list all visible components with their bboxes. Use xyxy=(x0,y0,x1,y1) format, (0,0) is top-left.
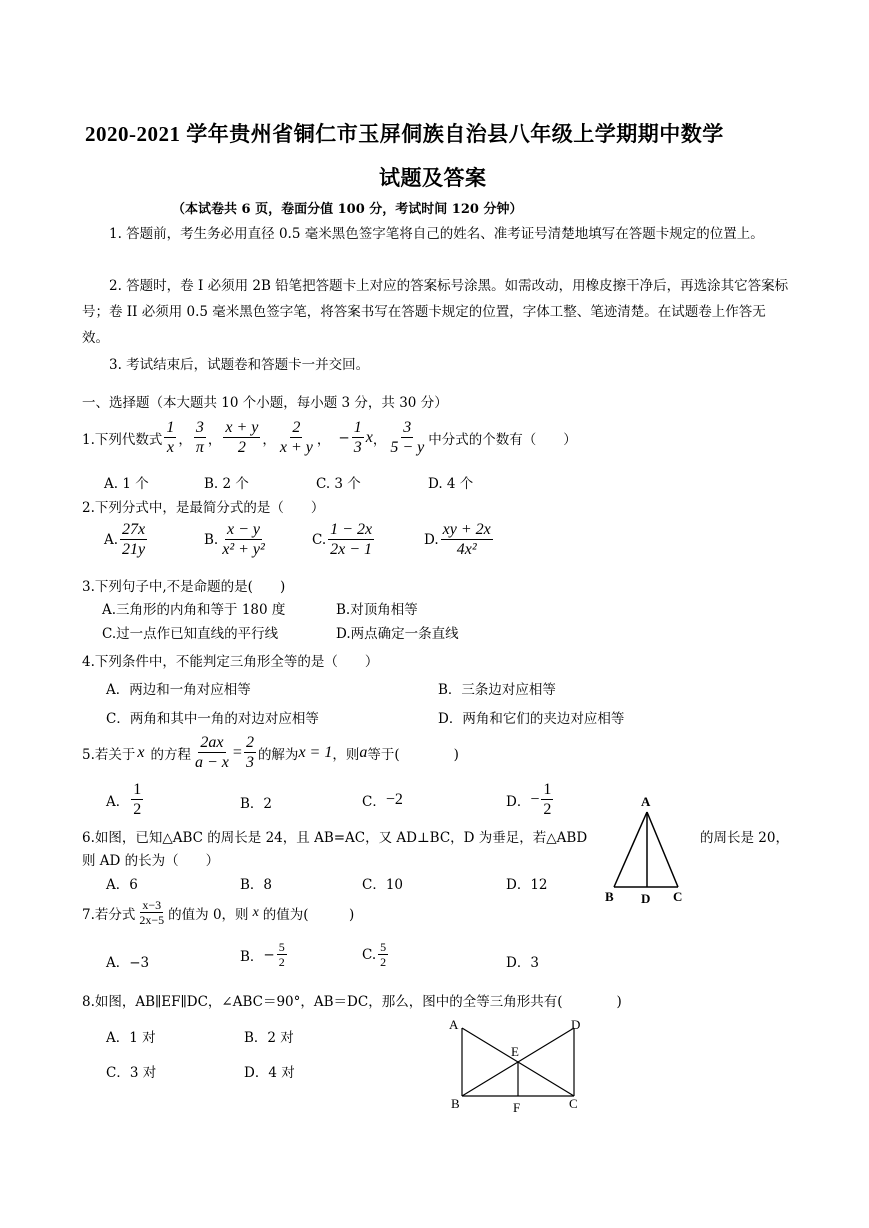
q7-option-c: C. $\frac{5}{2}$ xyxy=(362,940,387,969)
question-8-stem: 8.如图，AB∥EF∥DC，∠ABC＝90°，AB＝DC，那么，图中的全等三角形共有( ) xyxy=(82,994,622,1010)
q6-option-a: A．6 xyxy=(106,877,138,893)
question-7-stem: 7.若分式 $\frac{x-3}{2x-5}$ 的值为 0，则 x 的值为( ) xyxy=(82,898,355,927)
q3-option-d: D.两点确定一条直线 xyxy=(336,626,459,642)
rectangle-figure xyxy=(440,1012,590,1118)
q8-option-c: C．3 对 xyxy=(106,1065,157,1081)
q8-option-a: A．1 对 xyxy=(106,1030,156,1046)
q7-option-d: D．3 xyxy=(506,955,539,971)
q6-option-c: C．10 xyxy=(362,877,404,893)
q2-option-b: B. $\frac{x - y}{\text{x² + y²}}$ xyxy=(204,521,265,558)
exam-info: （本试卷共 6 页，卷面分值 100 分，考试时间 120 分钟） xyxy=(172,202,523,217)
q5-option-c: C． −2 xyxy=(362,791,403,810)
q1-suffix: 中分式的个数有（ ） xyxy=(428,431,577,448)
q4-option-c: C．两角和其中一角的对边对应相等 xyxy=(106,711,319,727)
q5-option-d: D． − $\frac{1}{2}$ xyxy=(506,781,552,818)
q1-var-x: x xyxy=(365,428,373,446)
q1-option-a: A. 1 个 xyxy=(104,476,149,492)
q6-option-b: B．8 xyxy=(240,877,273,893)
question-6-line1: 6.如图，已知△ABC 的周长是 24，且 AB=AC，又 AD⊥BC，D 为垂足，若△ABD xyxy=(82,830,588,846)
section-heading: 一、选择题（本大题共 10 个小题，每小题 3 分，共 30 分） xyxy=(82,395,448,411)
q1-expr-1: $\frac{1}{x}$ xyxy=(166,419,175,456)
q3-option-b: B.对顶角相等 xyxy=(336,602,418,618)
page-title-line1: 2020-2021 学年贵州省铜仁市玉屏侗族自治县八年级上学期期中数学 xyxy=(85,122,724,146)
question-6-line1-end: 的周长是 20， xyxy=(700,830,789,846)
q1-expr-6: $\frac{3}{5 - y}$ xyxy=(390,419,425,456)
label-f: F xyxy=(513,1100,521,1115)
question-2-stem: 2.下列分式中，是最简分式的是（ ） xyxy=(82,500,325,516)
label-a: A xyxy=(449,1017,459,1032)
q4-option-d: D．两角和它们的夹边对应相等 xyxy=(438,711,625,727)
label-a: A xyxy=(641,794,651,809)
q1-expr-2: $\frac{3}{\pi}$ xyxy=(195,419,204,456)
label-b: B xyxy=(605,889,614,904)
q5-option-a: A． $\frac{1}{2}$ xyxy=(106,781,142,818)
label-c: C xyxy=(673,889,683,904)
q7-option-b: B． − $\frac{5}{2}$ xyxy=(240,940,285,969)
instruction-3: 3. 考试结束后，试题卷和答题卡一并交回。 xyxy=(109,357,370,373)
question-3-stem: 3.下列句子中,不是命题的是( ) xyxy=(82,579,286,595)
question-6-line2: 则 AD 的长为（ ） xyxy=(82,853,220,869)
q6-option-d: D．12 xyxy=(506,877,548,893)
question-5-stem: 5.若关于 x 的方程 $\frac{2ax}{a - x}$ = $\frac{2}{3}$ 的解为 x = 1 ，则 a 等于( ) xyxy=(82,734,459,771)
q4-option-a: A．两边和一角对应相等 xyxy=(106,682,251,698)
label-b: B xyxy=(451,1096,460,1111)
triangle-figure xyxy=(600,790,695,908)
q1-expr-4: $\frac{2}{x + y}$ xyxy=(279,419,313,456)
q8-option-d: D．4 对 xyxy=(244,1065,295,1081)
q4-option-b: B．三条边对应相等 xyxy=(438,682,556,698)
q1-option-b: B. 2 个 xyxy=(204,476,249,492)
q2-option-a: A. $\frac{27x}{21y}$ xyxy=(104,521,146,558)
side-ac xyxy=(647,812,678,887)
q1-expr-5: $\frac{1}{3}$ xyxy=(353,419,362,456)
label-c: C xyxy=(569,1096,578,1111)
label-d: D xyxy=(571,1017,581,1032)
q7-option-a: A．−3 xyxy=(106,955,150,971)
q1-option-c: C. 3 个 xyxy=(316,476,361,492)
label-d: D xyxy=(641,891,651,906)
q5-option-b: B．2 xyxy=(240,796,273,812)
q2-option-c: C. $\frac{1 - 2x}{2x - 1}$ xyxy=(312,521,373,558)
q1-option-d: D. 4 个 xyxy=(428,476,474,492)
label-e: E xyxy=(511,1044,519,1059)
instruction-2: 2. 答题时，卷 I 必须用 2B 铅笔把答题卡上对应的答案标号涂黑。如需改动，用橡皮擦干净后，再选涂其它答案标号；卷 II 必须用 0.5 毫米黑色签字笔，将答案书写在答题卡规定的位置，字体工整、笔迹清楚。在试题卷上作答无效。 xyxy=(82,278,789,346)
q8-option-b: B．2 对 xyxy=(244,1030,294,1046)
page-title-line2: 试题及答案 xyxy=(379,166,487,190)
q3-option-c: C.过一点作已知直线的平行线 xyxy=(102,626,279,642)
side-ab xyxy=(614,812,647,887)
instruction-1: 1. 答题前，考生务必用直径 0.5 毫米黑色签字笔将自己的姓名、准考证号清楚地填写在答题卡规定的位置上。 xyxy=(109,226,764,242)
question-1-stem: 1.下列代数式 $\frac{1}{x}$ ， $\frac{3}{\pi}$ ， $\frac{x + y}{2}$ ， $\frac{2}{x + y}$ ， − $\frac{1}{3}$ x ， $\frac{3}{5 - y}$ 中分式的个数有（ ） xyxy=(82,419,577,456)
q1-expr-3: $\frac{x + y}{2}$ xyxy=(225,419,259,456)
q2-option-d: D. $\frac{xy + 2x}{\text{4x²}}$ xyxy=(424,521,491,558)
question-4-stem: 4.下列条件中，不能判定三角形全等的是（ ） xyxy=(82,654,379,670)
q3-option-a: A.三角形的内角和等于 180 度 xyxy=(102,602,286,618)
q1-prefix: 1.下列代数式 xyxy=(82,431,163,448)
